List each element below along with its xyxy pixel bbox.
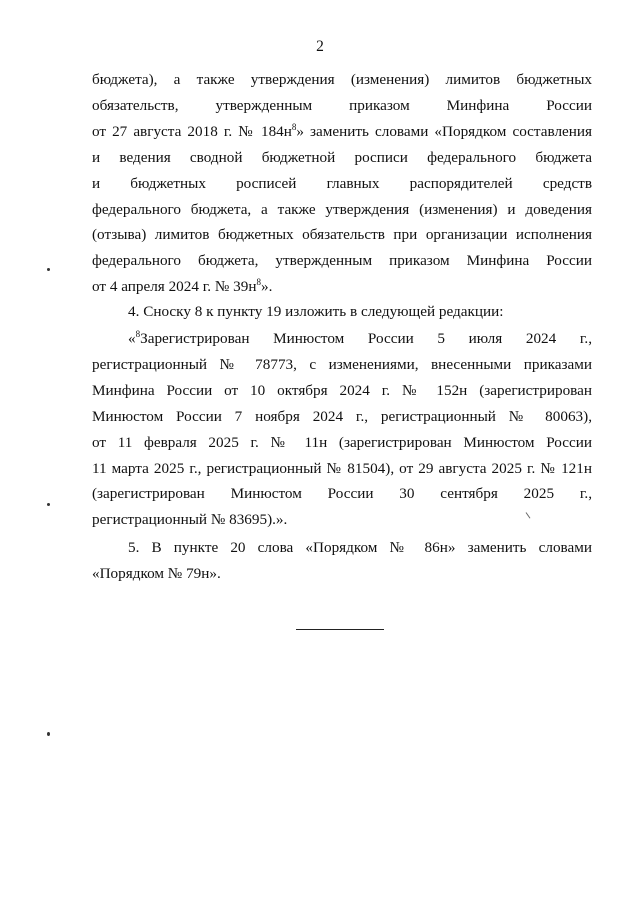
footnote-mark: 8 <box>291 121 297 132</box>
text-line <box>92 326 592 352</box>
text-line <box>92 119 592 145</box>
text-fragment: от 27 августа 2018 г. № 184н <box>92 122 292 140</box>
end-separator-line <box>296 629 384 630</box>
text-line: 4. Сноску 8 к пункту 19 изложить в следующей редакции: <box>128 303 504 320</box>
text-line: обязательств, утвержденным приказом Минфина России <box>92 96 592 114</box>
paragraph-footnote-8-text <box>92 326 592 533</box>
text-line: Минфина России от 10 октября 2024 г. № 152н (зарегистрирован <box>92 381 592 399</box>
text-line: 11 марта 2025 г., регистрационный № 81504), от 29 августа 2025 г. № 121н <box>92 459 592 477</box>
text-fragment: » заменить словами «Порядком составления <box>296 122 593 140</box>
text-line: (отзыва) лимитов бюджетных обязательств при организации исполнения <box>92 226 592 244</box>
text-line: (зарегистрирован Минюстом России 30 сентября 2025 г., <box>92 485 592 503</box>
footnote-mark: 8 <box>256 277 261 288</box>
scan-speck <box>47 268 50 271</box>
scan-speck <box>47 732 50 736</box>
paragraph-budget-procedure <box>92 67 592 300</box>
text-line: от 11 февраля 2025 г. № 11н (зарегистрирован Минюстом России <box>92 433 592 451</box>
text-fragment: Зарегистрирован Минюстом России 5 июля 2024 г., <box>140 330 592 347</box>
text-fragment: от 4 апреля 2024 г. № 39н <box>92 278 257 296</box>
text-line: федерального бюджета, утвержденным приказом Минфина России <box>92 252 592 270</box>
text-fragment: ». <box>260 278 273 296</box>
footnote-mark: 8 <box>135 328 141 339</box>
text-line: и бюджетных росписей главных распорядителей средств <box>92 174 592 192</box>
text-line <box>92 274 592 300</box>
scan-speck <box>47 503 50 506</box>
page-number: 2 <box>316 38 324 55</box>
paragraph-item-4 <box>92 299 592 325</box>
opening-quote: « <box>128 330 136 347</box>
text-line: регистрационный № 83695).». <box>92 511 288 529</box>
text-line: «Порядком № 79н». <box>92 564 221 582</box>
text-line: бюджета), а также утверждения (изменения) лимитов бюджетных <box>92 71 592 88</box>
text-line: 5. В пункте 20 слова «Порядком № 86н» заменить словами <box>128 539 592 556</box>
text-line: и ведения сводной бюджетной росписи федерального бюджета <box>92 148 592 166</box>
paragraph-item-5 <box>92 535 592 587</box>
text-line: регистрационный № 78773, с изменениями, внесенными приказами <box>92 355 592 373</box>
text-line: Минюстом России 7 ноября 2024 г., регистрационный № 80063), <box>92 407 592 425</box>
text-line: федерального бюджета, а также утверждения (изменения) и доведения <box>92 200 592 218</box>
